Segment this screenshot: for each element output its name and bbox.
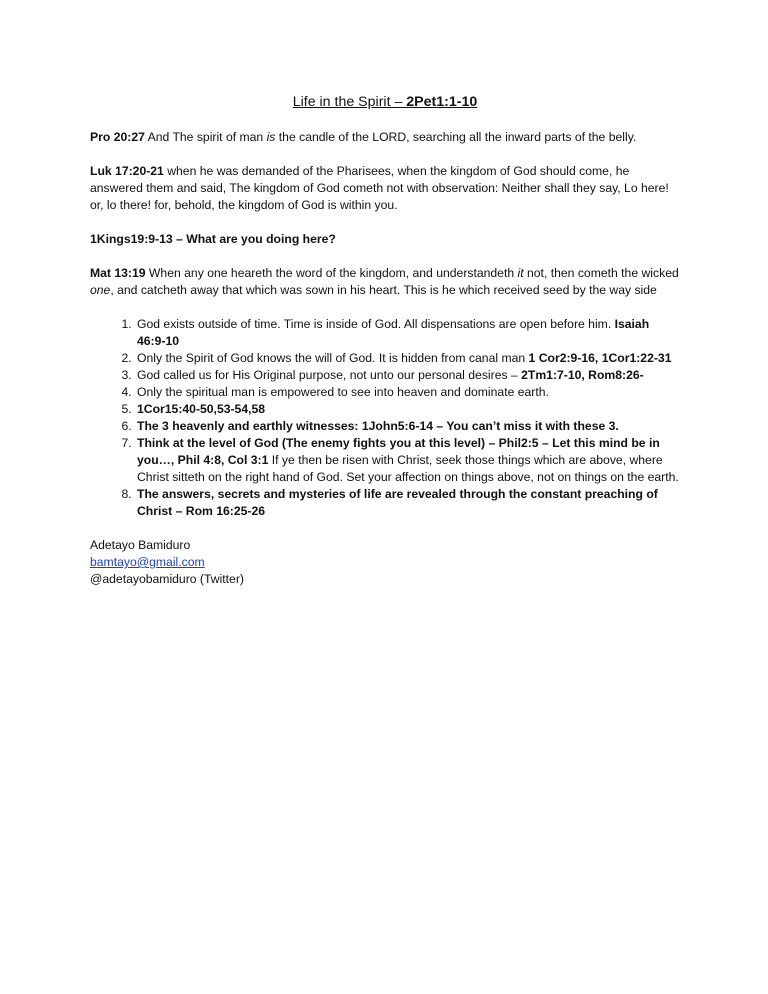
list-item-ref: 1 Cor2:9-16, 1Cor1:22-31	[528, 351, 672, 365]
list-item	[135, 486, 680, 520]
italic-word: one	[90, 283, 111, 297]
scripture-ref: Pro 20:27	[90, 130, 145, 144]
list-item-text: If ye then be risen with Christ, seek those things which are above, where Christ sitteth on the right hand of God. Set your affection on things above, not on things on the earth.	[137, 453, 679, 484]
paragraph-kings	[90, 231, 680, 248]
list-item-text: God called us for His Original purpose, not unto our personal desires –	[137, 368, 522, 382]
italic-word: is	[266, 130, 276, 144]
list-item-ref: The 3 heavenly and earthly witnesses: 1John5:6-14 – You can’t miss it with these 3.	[137, 419, 619, 433]
list-item-text: Only the spiritual man is empowered to see into heaven and dominate earth.	[137, 385, 549, 399]
author-name: Adetayo Bamiduro	[90, 538, 191, 552]
numbered-list	[90, 316, 680, 520]
paragraph-text: , and catcheth away that which was sown in his heart. This is he which received seed by the way side	[110, 283, 657, 297]
list-item-text: God exists outside of time. Time is inside of God. All dispensations are open before him.	[137, 317, 615, 331]
scripture-ref: 1Kings19:9-13 – What are you doing here?	[90, 232, 336, 246]
list-item-ref: Think at the level of God (The enemy fights you at this level) – Phil2:5 – Let this mind be in you…, Phil 4:8, Col 3:1	[137, 436, 660, 467]
list-item	[135, 401, 680, 418]
paragraph-text: not, then cometh the wicked	[523, 266, 679, 280]
paragraph-text: When any one heareth the word of the kingdom, and understandeth	[145, 266, 518, 280]
list-item	[135, 418, 680, 435]
list-item-ref: The answers, secrets and mysteries of life are revealed through the constant preaching of Christ – Rom 16:25-26	[137, 487, 658, 518]
paragraph-matthew	[90, 265, 680, 299]
title-scripture-ref: 2Pet1:1-10	[406, 94, 478, 110]
scripture-ref: Luk 17:20-21	[90, 164, 164, 178]
paragraph-text: the candle of the LORD, searching all the inward parts of the belly.	[275, 130, 637, 144]
title-text: Life in the Spirit –	[292, 94, 407, 110]
list-item-ref: 1Cor15:40-50,53-54,58	[137, 402, 266, 416]
email-link[interactable]: bamtayo@gmail.com	[90, 555, 205, 569]
list-item	[135, 316, 680, 350]
paragraph-luke	[90, 163, 680, 214]
list-item-ref: 2Tm1:7-10, Rom8:26-	[521, 368, 644, 382]
twitter-handle: @adetayobamiduro (Twitter)	[90, 572, 244, 586]
paragraph-proverbs	[90, 129, 680, 146]
scripture-ref: Mat 13:19	[90, 266, 146, 280]
document-title	[90, 92, 680, 112]
list-item	[135, 384, 680, 401]
italic-word: it	[517, 266, 524, 280]
list-item	[135, 350, 680, 367]
document-body	[90, 92, 680, 588]
paragraph-text: when he was demanded of the Pharisees, when the kingdom of God should come, he answered them and said, The kingdom of God cometh not with observation: Neither shall they say, Lo here! or, lo there! for, behold, the kingdom of God is within you.	[90, 164, 669, 212]
paragraph-text: And The spirit of man	[144, 130, 267, 144]
signature-block	[90, 537, 680, 588]
list-item-text: Only the Spirit of God knows the will of God. It is hidden from canal man	[137, 351, 529, 365]
list-item-ref: Isaiah 46:9-10	[137, 317, 650, 348]
list-item	[135, 435, 680, 486]
list-item	[135, 367, 680, 384]
